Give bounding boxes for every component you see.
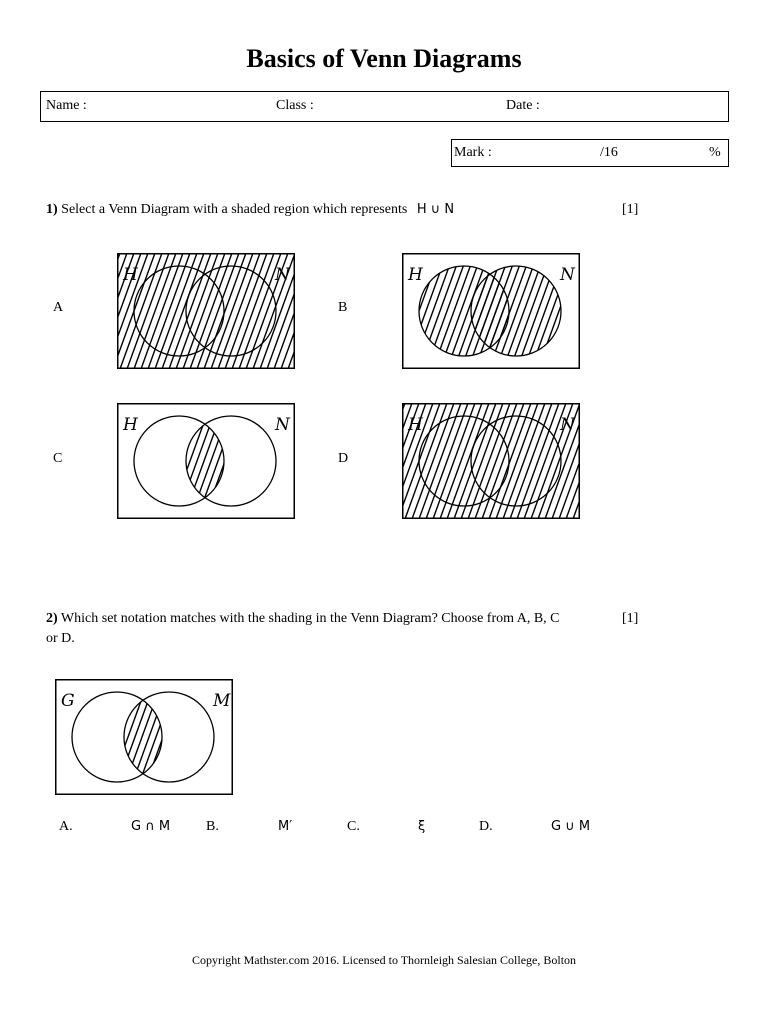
set-label-left: G: [61, 691, 75, 711]
mark-percent: %: [709, 145, 721, 160]
q1-number: 1): [46, 202, 58, 217]
set-circle-right: [186, 266, 276, 356]
q2-answer-b-letter: B.: [206, 819, 219, 834]
venn-diagram-option-c[interactable]: [117, 403, 295, 519]
date-label: Date :: [506, 98, 540, 113]
page-title: Basics of Venn Diagrams: [246, 44, 522, 73]
set-circle-right: [186, 416, 276, 506]
set-label-right: N: [275, 265, 290, 285]
student-info-box: [40, 91, 729, 122]
set-circle-right: [471, 416, 561, 506]
q2-answer-a-notation[interactable]: G ∩ M: [131, 819, 171, 834]
q2-answer-d-notation[interactable]: G ∪ M: [551, 819, 591, 834]
q2-answer-a-letter: A.: [59, 819, 73, 834]
set-label-left: H: [408, 265, 423, 285]
set-label-right: N: [275, 415, 290, 435]
name-label: Name :: [46, 98, 87, 113]
class-label: Class :: [276, 98, 314, 113]
set-label-left: H: [408, 415, 423, 435]
venn-diagram-option-d[interactable]: [402, 403, 580, 519]
mark-total: /16: [600, 145, 618, 160]
set-label-right: M: [213, 691, 231, 711]
q2-number: 2): [46, 611, 58, 626]
q2-prompt: [46, 609, 626, 649]
mark-label: Mark :: [454, 145, 492, 160]
set-label-left: H: [123, 415, 138, 435]
q1-prompt: [46, 200, 454, 220]
venn-shading: [1, 403, 449, 519]
venn-diagram-option-a[interactable]: [117, 253, 295, 369]
set-circle-right: [124, 692, 214, 782]
set-label-right: N: [560, 265, 575, 285]
q2-text-line1: Which set notation matches with the shading in the Venn Diagram? Choose from A, B, C: [60, 611, 560, 626]
q1-option-d-label: D: [338, 451, 349, 466]
q2-answer-b-notation[interactable]: M′: [278, 819, 293, 834]
mark-box: [451, 139, 729, 167]
venn-shading: [0, 679, 387, 795]
q1-expression: H ∪ N: [416, 202, 455, 217]
universal-set-box: [56, 680, 233, 795]
set-circle-right: [471, 266, 561, 356]
q2-text-line2: or D.: [46, 631, 75, 646]
q2-answer-c-notation[interactable]: ξ: [418, 819, 426, 834]
q2-answer-d-letter: D.: [479, 819, 493, 834]
universal-set-box: [118, 404, 295, 519]
venn-shading: [286, 403, 734, 519]
venn-shading: [1, 253, 449, 369]
universal-set-box: [403, 254, 580, 369]
venn-diagram-option-b[interactable]: [402, 253, 580, 369]
q1-option-c-label: C: [53, 451, 63, 466]
set-label-right: N: [560, 415, 575, 435]
q2-answer-c-letter: C.: [347, 819, 360, 834]
q1-text: Select a Venn Diagram with a shaded region which represents: [61, 202, 408, 217]
venn-diagram-q2: [55, 679, 233, 795]
set-label-left: H: [123, 265, 138, 285]
q1-option-b-label: B: [338, 300, 348, 315]
q1-marks: [1]: [622, 202, 639, 217]
copyright-footer: Copyright Mathster.com 2016. Licensed to Thornleigh Salesian College, Bolton: [191, 953, 577, 967]
q2-marks: [1]: [622, 611, 639, 626]
q1-option-a-label: A: [53, 300, 64, 315]
venn-shading: [286, 253, 734, 369]
